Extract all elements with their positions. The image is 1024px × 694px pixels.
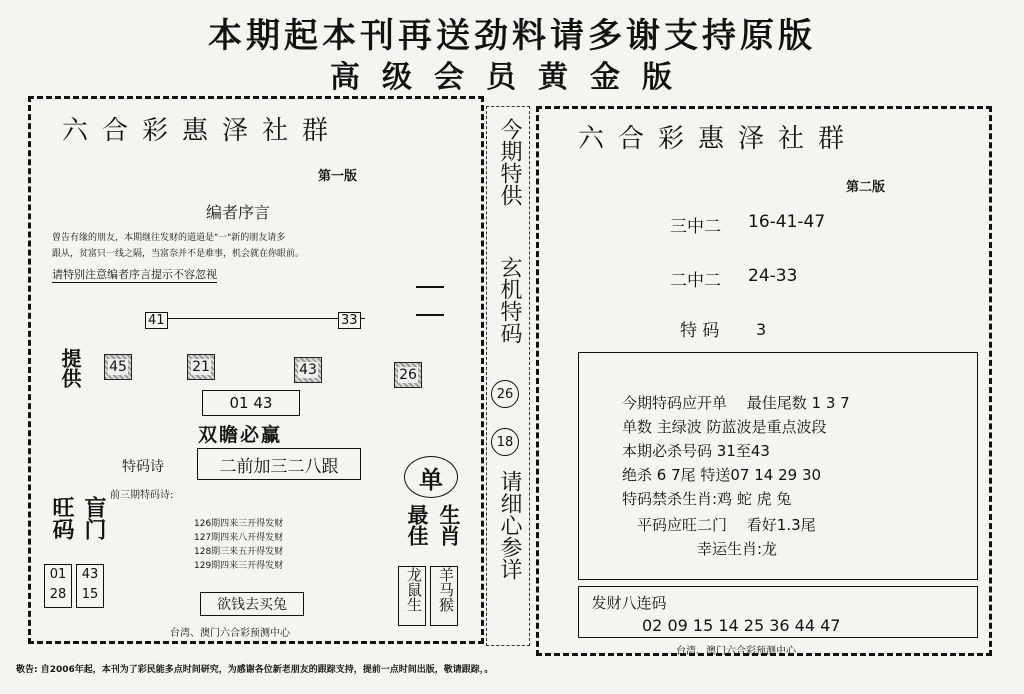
right-footer: 台湾、澳门六合彩预测中心 [676, 646, 796, 657]
preface-title: 编者序言 [206, 203, 271, 222]
bottom-notice: 敬告: 自2006年起，本刊为了彩民能多点时间研究，为感谢各位新老朋友的跟踪支持，提前一点时间出版，敬请跟踪，。 [16, 665, 494, 675]
preface-line1: 曾告有缘的朋友，本期继往发财的道道是"一"新的朋友请多 [52, 233, 286, 243]
info-line-7: 幸运生肖:龙 [622, 540, 778, 558]
mang-number-2: 15 [81, 587, 99, 602]
provided-number-3: 43 [294, 357, 322, 383]
info-line-1: 今期特码应开单 最佳尾数 1 3 7 [622, 394, 850, 412]
provided-number-1: 45 [104, 354, 132, 380]
three-label: 三中二 [670, 217, 721, 237]
marker-left: 41 [145, 312, 168, 329]
zodiac-box-1: 龙鼠生 [398, 566, 426, 626]
best-label: 最佳 [405, 504, 429, 546]
preface-line2: 跟从，贫富只一线之隔，当富奈并不是难事，机会就在你眼前。 [52, 249, 305, 259]
prev-item-2: 127期四来八开得发财 [194, 533, 284, 543]
marker-right: 33 [338, 312, 361, 329]
lucky-title: 发财八连码 [591, 594, 667, 612]
provided-number-2: 21 [187, 354, 215, 380]
wang-number-1: 01 [49, 567, 67, 582]
zodiac-box-2: 羊马猴 [430, 566, 458, 626]
provided-number-4: 26 [394, 362, 422, 388]
idiom-box: 欲钱去买兔 [200, 592, 304, 616]
slogan: 双瞻必赢 [198, 424, 283, 446]
mang-number-1: 43 [81, 567, 99, 582]
wang-label: 旺码 [49, 496, 74, 540]
middle-circle-1: 26 [491, 380, 519, 408]
two-value: 24-33 [748, 266, 798, 286]
poem-label: 特码诗 [122, 459, 164, 475]
left-footer: 台湾、澳门六合彩预测中心 [170, 628, 290, 639]
special-label: 特 码 [680, 321, 720, 341]
box-numbers: 01 43 [202, 390, 300, 416]
dan-circle: 单 [404, 456, 458, 498]
header-line2: 高级会员黄金版 [330, 60, 694, 95]
provide-label: 提供 [58, 348, 82, 388]
left-edition: 第一版 [318, 169, 358, 184]
info-line-5: 特码禁杀生肖:鸡 蛇 虎 兔 [622, 490, 792, 508]
dash-mark-1 [416, 286, 444, 288]
right-edition: 第二版 [846, 180, 886, 195]
two-label: 二中二 [670, 271, 721, 291]
prev-item-3: 128期三来五开得发财 [194, 547, 284, 557]
special-value: 3 [756, 320, 767, 339]
zodiac-label: 生肖 [437, 504, 461, 546]
poem-box: 二前加三二八跟 [197, 448, 361, 480]
middle-text-1: 今期特供 [497, 118, 522, 206]
middle-circle-2: 18 [491, 428, 519, 456]
lucky-numbers: 02 09 15 14 25 36 44 47 [642, 616, 841, 635]
three-value: 16-41-47 [748, 212, 826, 232]
info-line-6: 平码应旺二门 看好1.3尾 [622, 516, 816, 534]
left-panel-title: 六合彩惠泽社群 [62, 116, 343, 146]
right-panel-title: 六合彩惠泽社群 [578, 124, 859, 154]
dash-mark-2 [416, 314, 444, 316]
prev-item-1: 126期四来三开得发财 [194, 519, 284, 529]
mang-label: 盲门 [81, 496, 106, 540]
marker-line [145, 318, 365, 319]
prev-item-4: 129期四来三开得发财 [194, 561, 284, 571]
middle-text-3: 请细心参详 [497, 470, 522, 580]
prev-label: 前三期特码诗: [110, 490, 174, 501]
preface-notice: 请特别注意编者序言提示不容忽视 [52, 268, 217, 281]
header-line1: 本期起本刊再送劲料请多谢支持原版 [208, 16, 816, 56]
wang-number-2: 28 [49, 587, 67, 602]
info-line-2: 单数 主绿波 防蓝波是重点波段 [622, 418, 827, 436]
middle-text-2: 玄机特码 [497, 256, 522, 344]
info-line-4: 绝杀 6 7尾 特送07 14 29 30 [622, 466, 822, 484]
info-line-3: 本期必杀号码 31至43 [622, 442, 770, 460]
